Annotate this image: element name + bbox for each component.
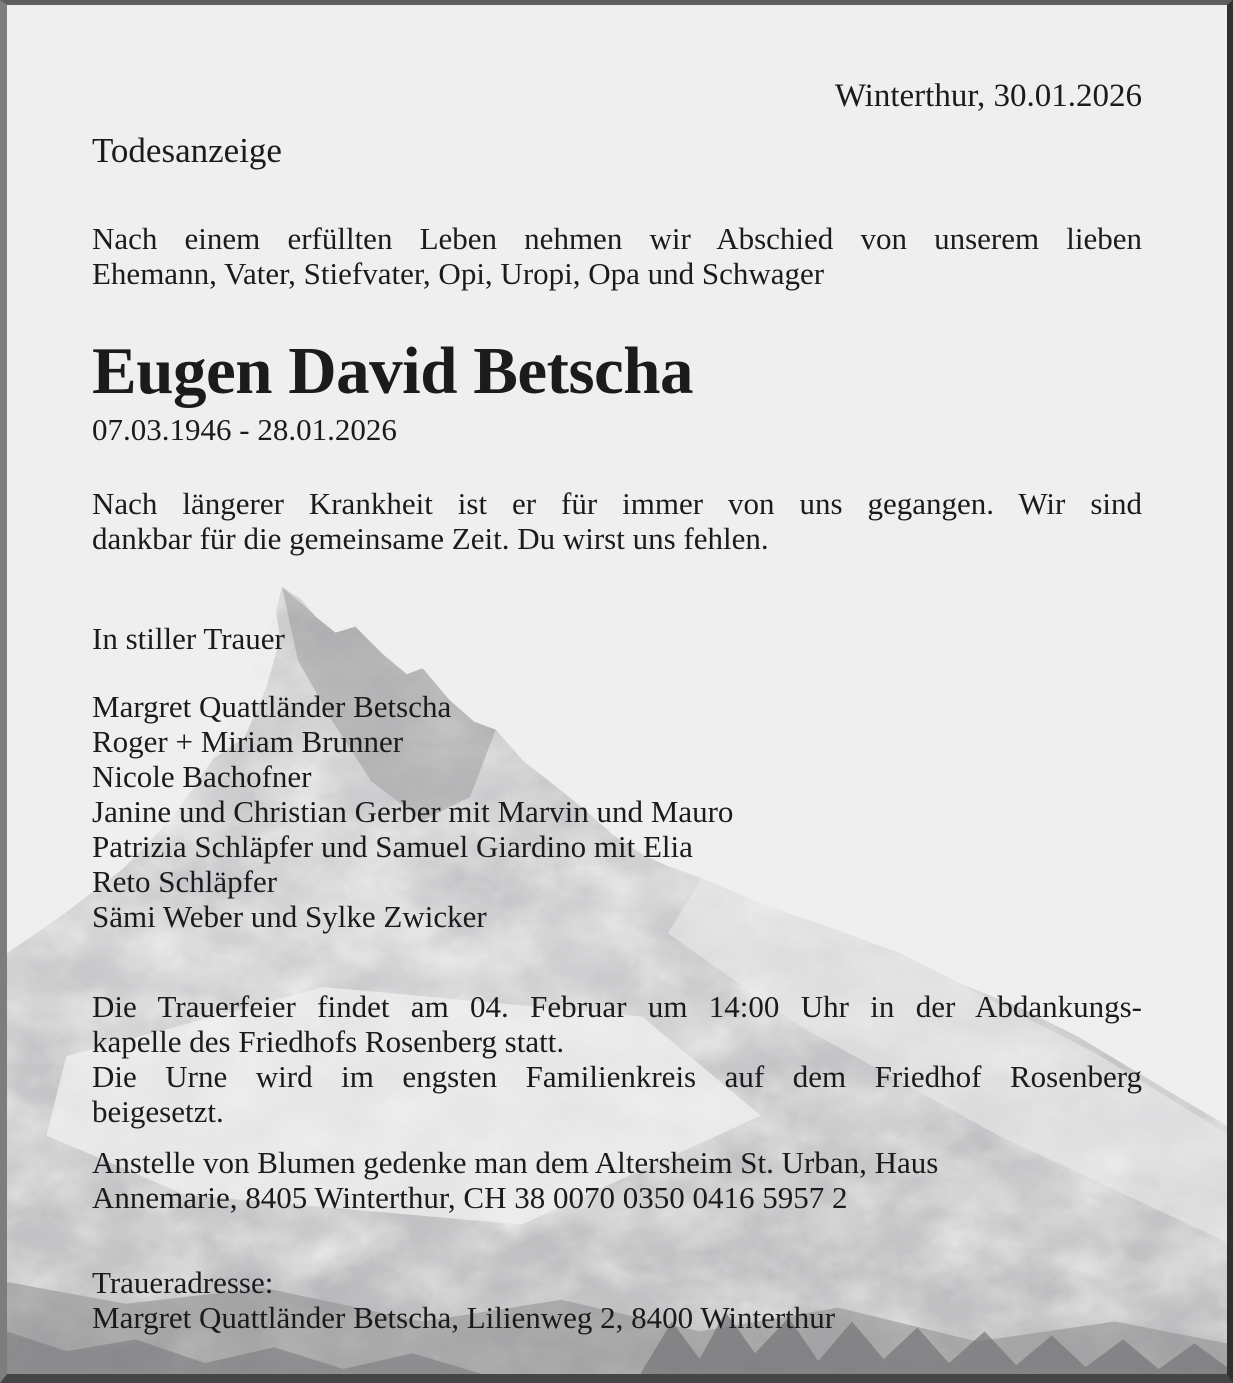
text-line: Roger + Miriam Brunner: [92, 724, 404, 759]
text-line: Margret Quattländer Betscha: [92, 689, 452, 724]
intro-paragraph: [92, 221, 1142, 291]
place-and-date: Winterthur, 30.01.2026: [834, 78, 1142, 114]
text-line: Nach einem erfüllten Leben nehmen wir Abschied von unserem lieben: [92, 221, 1142, 256]
text-line: dankbar für die gemeinsame Zeit. Du wirst uns fehlen.: [92, 521, 769, 556]
condolence-paragraph: [92, 486, 1142, 556]
text-line: kapelle des Friedhofs Rosenberg statt.: [92, 1024, 565, 1059]
text-line: Janine und Christian Gerber mit Marvin und Mauro: [92, 794, 734, 829]
text-line: Nach längerer Krankheit ist er für immer von uns gegangen. Wir sind: [92, 486, 1142, 521]
funeral-details-paragraph: [92, 989, 1142, 1129]
mourners-list: [92, 689, 1142, 934]
text-line: Reto Schläpfer: [92, 864, 278, 899]
text-line: Die Trauerfeier findet am 04. Februar um 14:00 Uhr in der Abdankungs-: [92, 989, 1142, 1024]
deceased-name: Eugen David Betscha: [92, 334, 694, 408]
obituary-content: [7, 5, 1227, 1374]
birth-death-dates: 07.03.1946 - 28.01.2026: [92, 412, 397, 447]
mourning-address: Margret Quattländer Betscha, Lilienweg 2, 8400 Winterthur: [92, 1300, 836, 1335]
donation-paragraph: [92, 1145, 1142, 1215]
mourning-address-label: Traueradresse:: [92, 1265, 274, 1300]
text-line: Annemarie, 8405 Winterthur, CH 38 0070 0350 0416 5957 2: [92, 1180, 848, 1215]
text-line: Nicole Bachofner: [92, 759, 312, 794]
text-line: beigesetzt.: [92, 1094, 224, 1129]
text-line: Ehemann, Vater, Stiefvater, Opi, Uropi, Opa und Schwager: [92, 256, 825, 291]
text-line: Anstelle von Blumen gedenke man dem Altersheim St. Urban, Haus: [92, 1145, 939, 1180]
text-line: Patrizia Schläpfer und Samuel Giardino mit Elia: [92, 829, 693, 864]
document-type-label: Todesanzeige: [92, 131, 282, 170]
mourning-label: In stiller Trauer: [92, 621, 285, 656]
text-line: Die Urne wird im engsten Familienkreis auf dem Friedhof Rosenberg: [92, 1059, 1142, 1094]
text-line: Sämi Weber und Sylke Zwicker: [92, 899, 487, 934]
